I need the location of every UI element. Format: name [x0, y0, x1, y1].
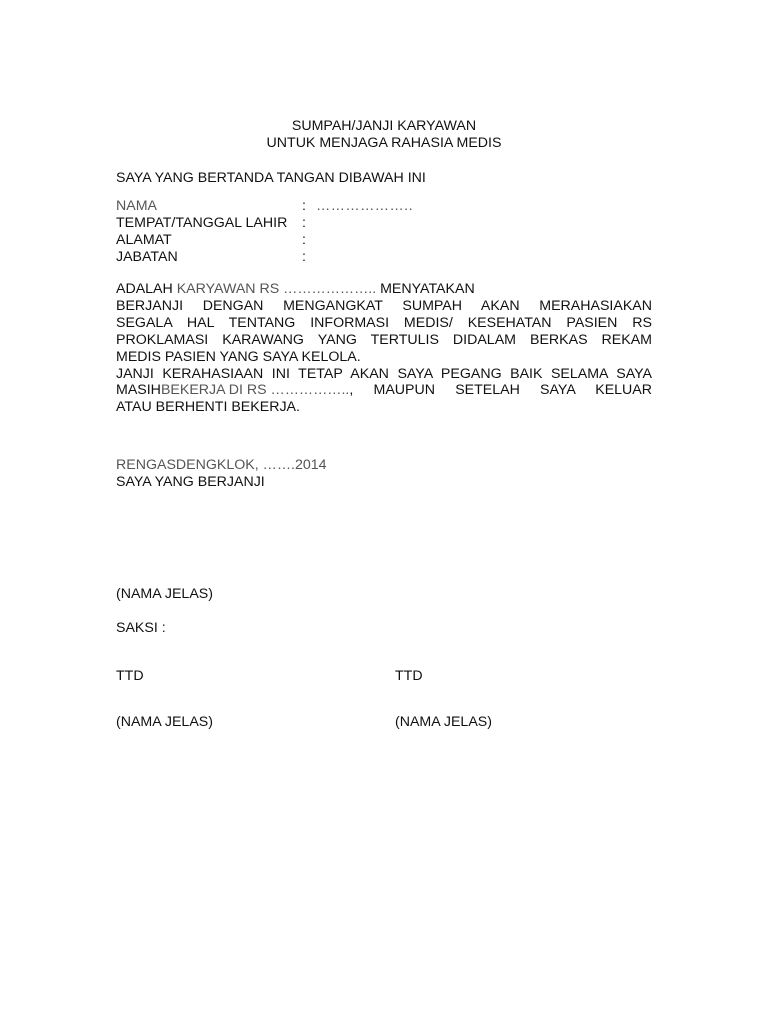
witness-left-signature: TTD — [116, 668, 144, 684]
statement-hospital-blank: KARYAWAN RS ……………….. — [176, 281, 377, 297]
witness-heading: SAKSI : — [116, 620, 166, 636]
statement-line: JANJI KERAHASIAAN INI TETAP AKAN SAYA PEGANG BAIK SELAMA SAYA — [116, 365, 652, 382]
field-row-jabatan — [116, 249, 413, 266]
statement-text-wrap — [349, 382, 652, 399]
field-label-jabatan: JABATAN — [116, 249, 178, 265]
statement-line: ATAU BERHENTI BEKERJA. — [116, 399, 300, 416]
statement-text: ADALAH — [116, 281, 177, 297]
field-row-nama — [116, 198, 413, 215]
statement-line — [116, 281, 652, 298]
document-subtitle: UNTUK MENJAGA RAHASIA MEDIS — [266, 135, 502, 151]
statement-text: MENYATAKAN — [376, 281, 475, 297]
field-colon: : — [302, 198, 306, 214]
field-label-ttl: TEMPAT/TANGGAL LAHIR — [116, 215, 288, 231]
field-row-ttl — [116, 215, 413, 232]
field-colon: : — [302, 232, 306, 248]
witness-right-name: (NAMA JELAS) — [395, 714, 492, 730]
statement-text: MASIH — [116, 382, 161, 399]
statement-hospital-blank: BEKERJA DI RS …………….. — [160, 382, 350, 399]
identity-fields — [116, 198, 413, 266]
witness-left-name: (NAMA JELAS) — [116, 714, 213, 730]
statement-paragraph — [116, 281, 652, 416]
field-label-nama: NAMA — [116, 198, 157, 214]
witness-right-signature: TTD — [395, 668, 423, 684]
field-row-alamat — [116, 232, 413, 249]
place-date: RENGASDENGKLOK, …….2014 — [116, 457, 327, 473]
statement-line: SEGALA HAL TENTANG INFORMASI MEDIS/ KESEHATAN PASIEN RS — [116, 314, 652, 331]
signer-name: (NAMA JELAS) — [116, 586, 213, 602]
statement-line — [116, 382, 652, 399]
field-colon: : — [302, 249, 306, 265]
document-title: SUMPAH/JANJI KARYAWAN — [291, 118, 477, 134]
field-colon: : — [302, 215, 306, 231]
field-value-nama: ……………….. — [316, 198, 414, 214]
field-label-alamat: ALAMAT — [116, 232, 172, 248]
statement-line: MEDIS PASIEN YANG SAYA KELOLA. — [116, 348, 361, 365]
signer-heading: SAYA YANG BERJANJI — [116, 474, 265, 490]
statement-text: , MAUPUN SETELAH SAYA KELUAR — [349, 382, 652, 399]
intro-text: SAYA YANG BERTANDA TANGAN DIBAWAH INI — [116, 170, 426, 186]
statement-line: PROKLAMASI KARAWANG YANG TERTULIS DIDALAM BERKAS REKAM — [116, 331, 652, 348]
statement-line: BERJANJI DENGAN MENGANGKAT SUMPAH AKAN MERAHASIAKAN — [116, 297, 652, 314]
document-header — [0, 118, 768, 152]
